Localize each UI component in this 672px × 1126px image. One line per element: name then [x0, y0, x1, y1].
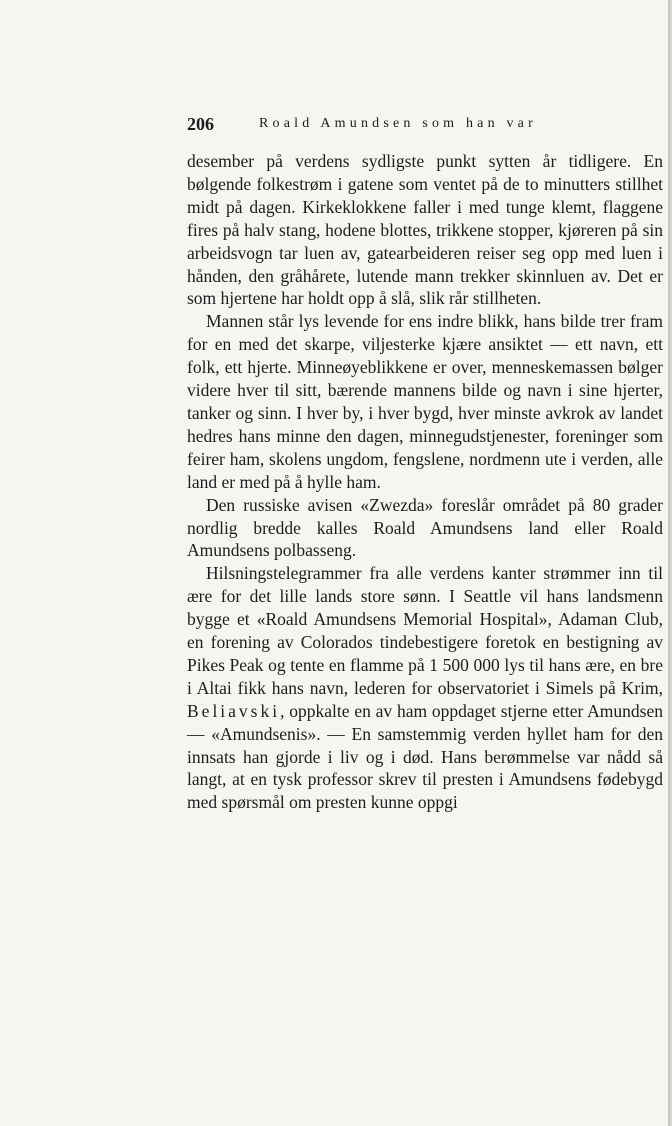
paragraph: Mannen står lys levende for ens indre blikk, hans bilde trer fram for en med det skarpe, viljesterke kjære ansiktet — ett navn, ett folk, ett hjerte. Minneøyeblikkene er over, menneskemassen bølger videre hver til sitt, bærende mannens bilde og navn i sine hjerter, tanker og sinn. I hver by, i hver bygd, hver minste avkrok av landet hedres hans minne den dagen, minnegudstjenester, foreninger som feirer ham, skolens ungdom, fengslene, nordmenn ute i verden, alle land er med på å hylle ham. [187, 311, 663, 492]
paragraph-text-after-name: , oppkalte en av ham oppdaget stjerne etter Amundsen — «Amundsenis». — En samstemmig verden hyllet ham for den innsats han gjorde i liv og i død. Hans berømmelse var nådd så langt, at en tysk professor skrev til presten i Amundsens fødebygd med spørsmål om presten kunne oppgi [187, 700, 663, 813]
paragraph: Den russiske avisen «Zwezda» foreslår området på 80 grader nordlig bredde kalles Roald Amundsens land eller Roald Amundsens polbasseng. [187, 494, 663, 561]
page-header [187, 114, 667, 138]
page-number: 206 [187, 114, 214, 134]
paragraph: desember på verdens sydligste punkt sytten år tidligere. En bølgende folkestrøm i gatene som ventet på de to minutters stillhet midt på dagen. Kirkeklokkene faller i med tunge klemt, flaggene fires på halv stang, hodene blottes, trikkene stopper, kjøreren på sin arbeidsvogn tar luen av, gatearbeideren reiser seg opp med luen i hånden, den gråhårete, lutende mann trekker skinnluen av. Det er som hjertene har holdt opp å slå, slik rår stillheten. [187, 151, 663, 309]
spaced-name: Beliavski [187, 700, 281, 721]
running-title: Roald Amundsen som han var [259, 116, 537, 131]
paragraph [187, 562, 663, 814]
paragraph-text-before-name: Hilsningstelegrammer fra alle verdens kanter strømmer inn til ære for det lille lands store sønn. I Seattle vil hans landsmenn bygge et «Roald Amundsens Memorial Hospital», Adaman Club, en forening av Colorados tindebestigere foretok en bestigning av Pikes Peak og tente en flamme på 1 500 000 lys til hans ære, en bre i Altai fikk hans navn, lederen for observatoriet i Simels på Krim, [187, 563, 663, 698]
body-text [187, 150, 663, 814]
